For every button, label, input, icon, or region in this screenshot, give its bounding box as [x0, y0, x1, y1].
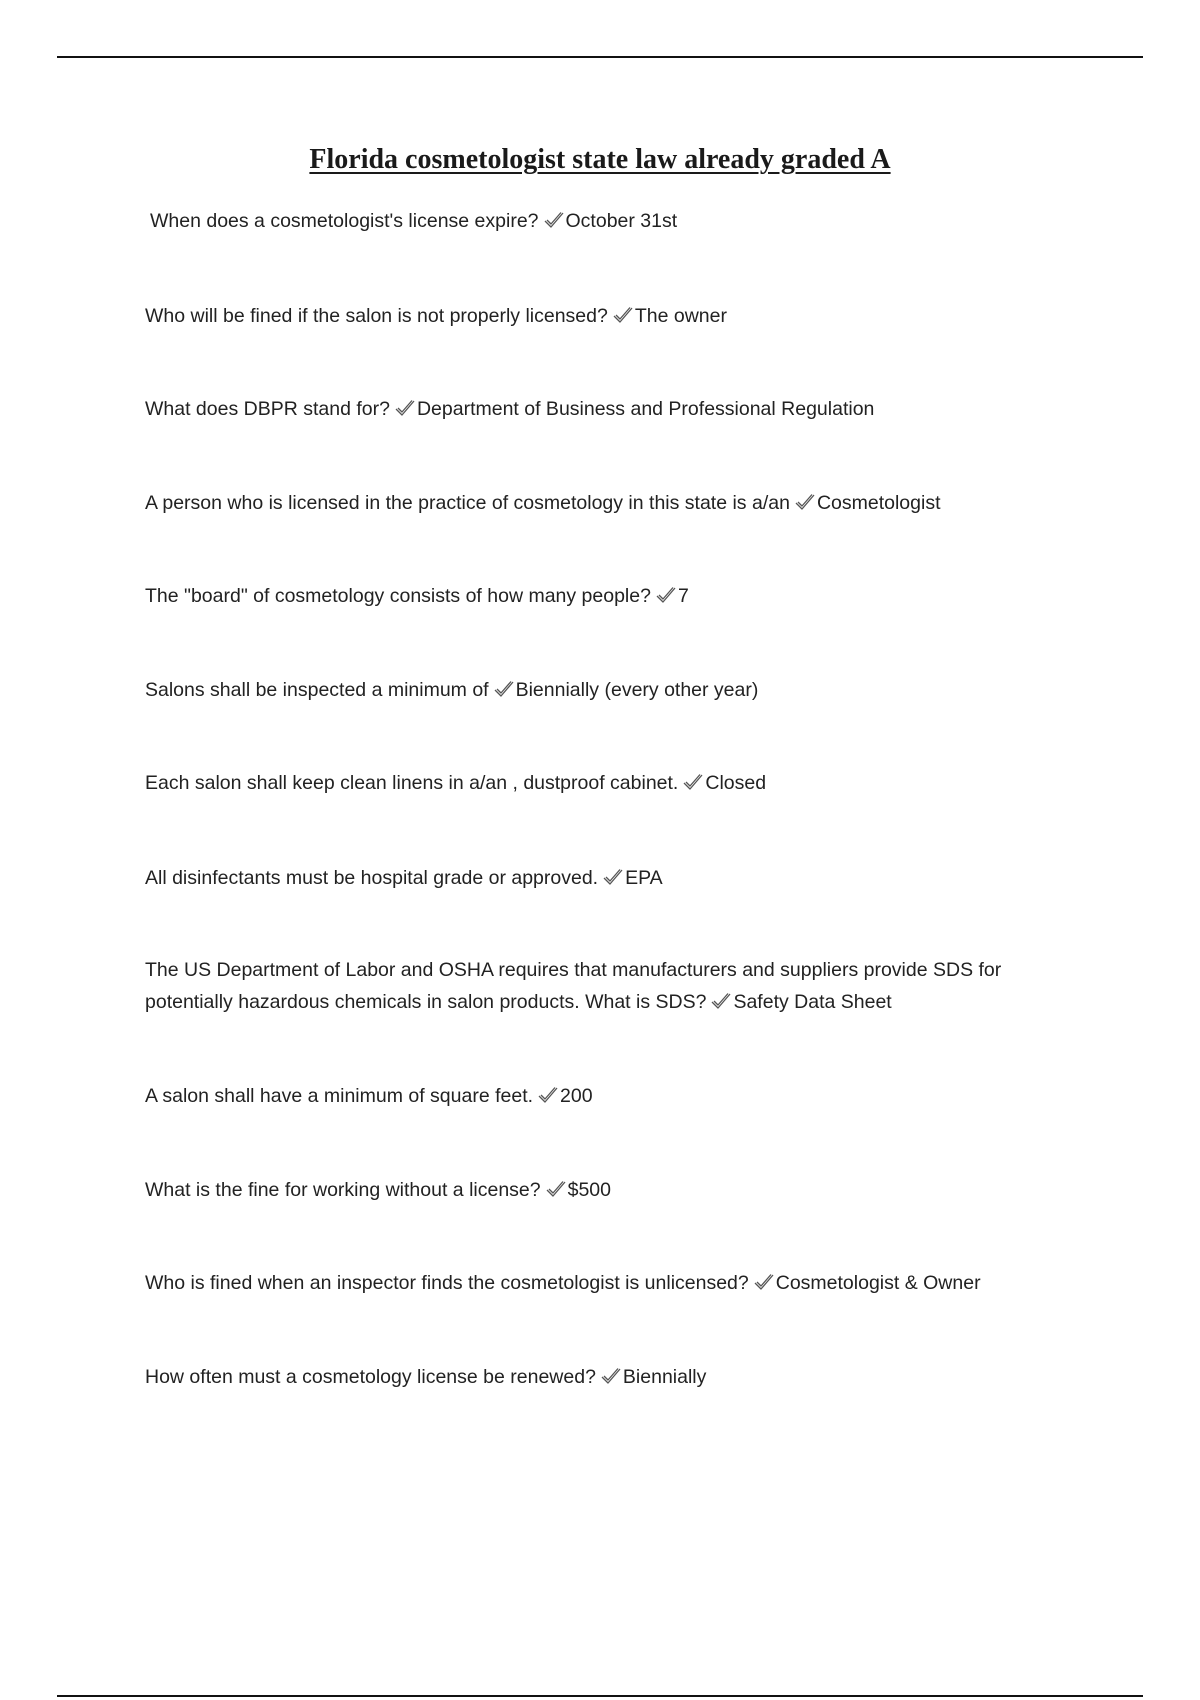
- checkmark-icon: [537, 1086, 559, 1104]
- answer-text: 200: [560, 1085, 593, 1107]
- header-rule: [57, 56, 1143, 58]
- checkmark-icon: [753, 1273, 775, 1291]
- qa-item-10: [145, 1080, 1045, 1112]
- footer-rule: [57, 1695, 1143, 1697]
- question-text: The US Department of Labor and OSHA requires that manufacturers and suppliers provide SDS for potentially hazardous chemicals in salon products. What is SDS?: [145, 959, 1002, 1013]
- question-text: Salons shall be inspected a minimum of: [145, 679, 489, 701]
- question-text: What does DBPR stand for?: [145, 398, 390, 420]
- question-text: Each salon shall keep clean linens in a/an , dustproof cabinet.: [145, 772, 679, 794]
- qa-item-5: [145, 580, 1045, 612]
- checkmark-icon: [612, 306, 634, 324]
- answer-text: Biennially: [622, 1366, 707, 1388]
- qa-item-4: [145, 487, 1045, 519]
- checkmark-icon: [655, 586, 677, 604]
- checkmark-icon: [794, 493, 816, 511]
- question-text: Who will be fined if the salon is not properly licensed?: [145, 305, 608, 327]
- question-text: A person who is licensed in the practice of cosmetology in this state is a/an: [145, 492, 790, 514]
- qa-item-12: [145, 1267, 1045, 1299]
- question-text: When does a cosmetologist's license expire?: [150, 210, 539, 232]
- answer-text: Cosmetologist: [816, 492, 941, 514]
- qa-item-11: [145, 1174, 1045, 1206]
- answer-text: Cosmetologist & Owner: [775, 1272, 981, 1294]
- question-text: Who is fined when an inspector finds the cosmetologist is unlicensed?: [145, 1272, 749, 1294]
- qa-item-7: [145, 767, 1045, 799]
- checkmark-icon: [600, 1367, 622, 1385]
- answer-text: Closed: [705, 772, 767, 794]
- checkmark-icon: [545, 1180, 567, 1198]
- answer-text: October 31st: [565, 210, 678, 232]
- checkmark-icon: [493, 680, 515, 698]
- answer-text: Department of Business and Professional Regulation: [416, 398, 875, 420]
- question-text: The "board" of cosmetology consists of how many people?: [145, 585, 651, 607]
- qa-item-2: [145, 300, 1045, 332]
- qa-item-3: [145, 393, 1045, 425]
- question-text: How often must a cosmetology license be renewed?: [145, 1366, 596, 1388]
- checkmark-icon: [394, 399, 416, 417]
- checkmark-icon: [602, 868, 624, 886]
- answer-text: EPA: [625, 867, 663, 889]
- question-text: All disinfectants must be hospital grade or approved.: [145, 867, 599, 889]
- answer-text: $500: [567, 1179, 611, 1201]
- question-text: A salon shall have a minimum of square feet.: [145, 1085, 534, 1107]
- answer-text: The owner: [634, 305, 727, 327]
- question-text: What is the fine for working without a license?: [145, 1179, 541, 1201]
- checkmark-icon: [710, 992, 732, 1010]
- checkmark-icon: [543, 211, 565, 229]
- answer-text: Biennially (every other year): [515, 679, 759, 701]
- qa-item-1: [150, 205, 1050, 237]
- answer-text: 7: [677, 585, 689, 607]
- checkmark-icon: [682, 773, 704, 791]
- qa-item-9: [145, 954, 1045, 1018]
- qa-item-8: [145, 862, 1045, 894]
- qa-item-13: [145, 1361, 1045, 1393]
- document-title: Florida cosmetologist state law already graded A: [309, 144, 891, 175]
- qa-item-6: [145, 674, 1045, 706]
- answer-text: Safety Data Sheet: [733, 991, 892, 1013]
